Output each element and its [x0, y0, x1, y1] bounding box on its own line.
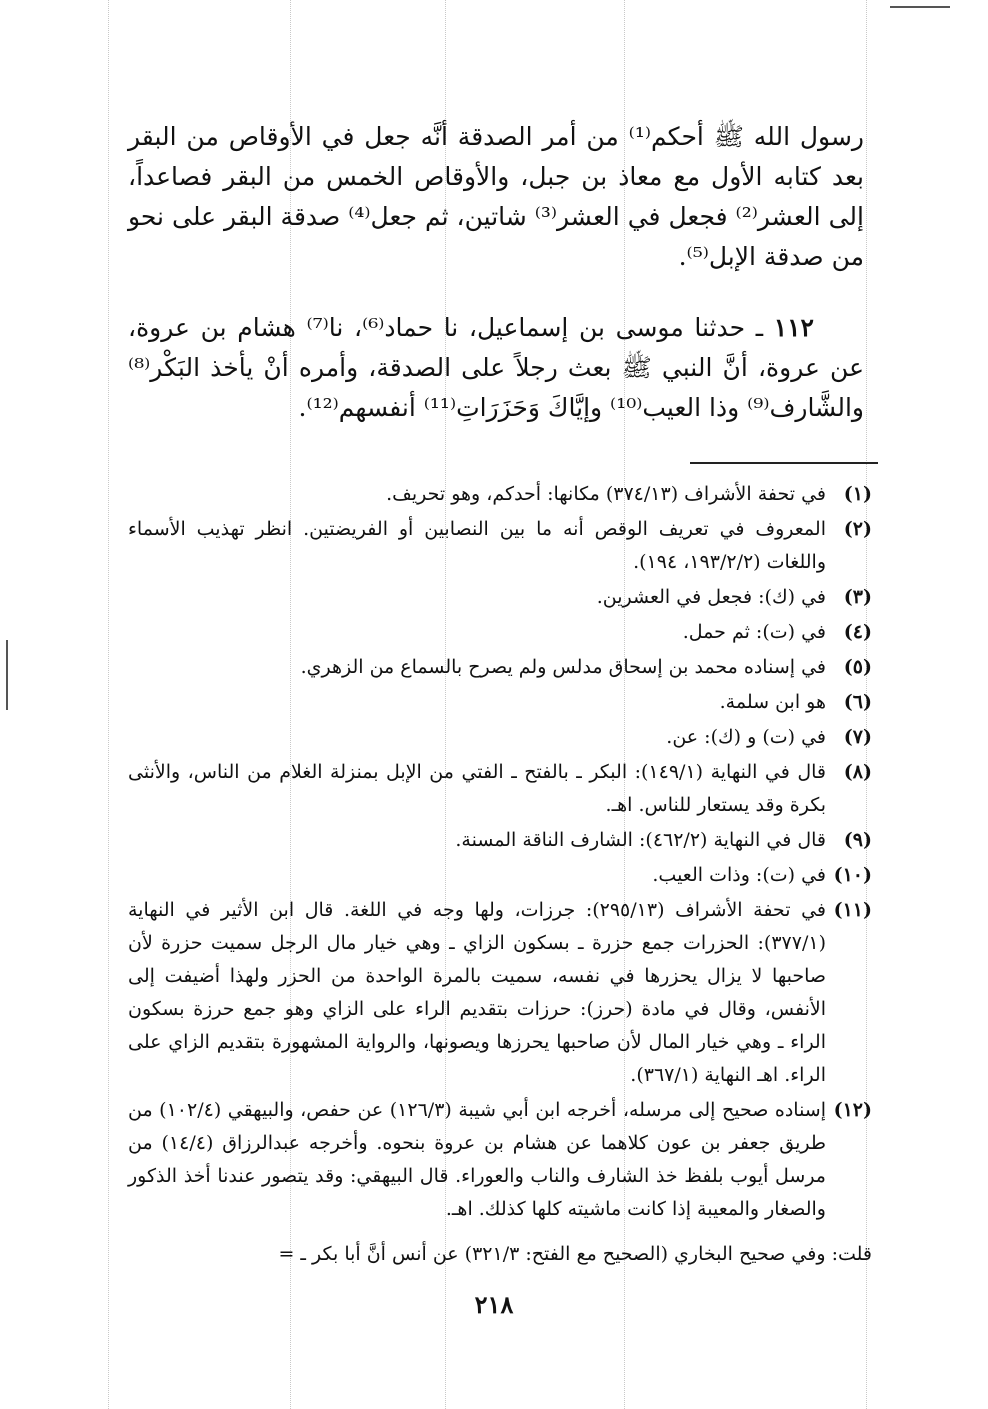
footnote-number: (١٠): [833, 864, 872, 886]
footnote-item: [128, 1094, 872, 1226]
footnote-number: (١٢): [833, 1099, 872, 1121]
footnote-number: (٥): [843, 656, 872, 678]
footnote-item: [128, 651, 872, 684]
footnote-text: في إسناده محمد بن إسحاق مدلس ولم يصرح بالسماع من الزهري.: [300, 656, 826, 678]
footnote-number: (٣): [843, 586, 872, 608]
footnote-number: (٢): [843, 518, 872, 540]
footnote-text: قال في النهاية (١٤٩/١): البكر ـ بالفتح ـ الفتي من الإبل بمنزلة الغلام من الناس، والأنثى بكرة وقد يستعار للناس. اهـ.: [128, 761, 826, 816]
footnote-text: في (ك): فجعل في العشرين.: [596, 586, 826, 608]
footnote-number: (٩): [843, 829, 872, 851]
footnote-item: [128, 616, 872, 649]
footnote-item: [128, 894, 872, 1092]
footnote-item: [128, 859, 872, 892]
footnote-number: (٨): [843, 761, 872, 783]
footnote-text: في (ت): وذات العيب.: [652, 864, 826, 886]
footnote-number: (٦): [843, 691, 872, 713]
footnote-text: في تحفة الأشراف (٢٩٥/١٣): جرزات، ولها وجه في اللغة. قال ابن الأثير في النهاية (٣٧٧/١): الحزرات جمع حزرة ـ بسكون الزاي ـ وهي خيار مال الرجل سميت حزرة لأن صاحبها لا يزال يحزرها في نفسه، سميت بالمرة الواحدة من الحزر ولهذا أضيفت إلى الأنفس، وقال في مادة (حرز): حرزات بتقديم الراء على الزاي وهو جمع حرزة بسكون الراء ـ وهي خيار المال لأن صاحبها يحرزها ويصونها، والرواية المشهورة بتقديم الزاي على الراء. اهـ النهاية (٣٦٧/١).: [128, 899, 826, 1086]
footnote-number: (١١): [833, 899, 872, 921]
scan-edge-mark: [6, 640, 8, 710]
scan-edge-mark: [890, 6, 950, 8]
footnote-item: [128, 513, 872, 579]
footnote-item: [128, 721, 872, 754]
footnote-item: [128, 686, 872, 719]
footnote-item: [128, 478, 872, 511]
footnote-text: في (ت) و (ك): عن.: [666, 726, 826, 748]
footnote-number: (١): [843, 483, 872, 505]
footnote-text: قال في النهاية (٤٦٢/٢): الشارف الناقة المسنة.: [455, 829, 826, 851]
paragraph-text: رسول الله ﷺ أحكم⁽¹⁾ من أمر الصدقة أنَّه جعل في الأوقاص من البقر بعد كتابه الأول مع معاذ بن جبل، والأوقاص الخمس من البقر فصاعداً، إلى العشر⁽²⁾ فجعل في العشر⁽³⁾ شاتين، ثم جعل⁽⁴⁾ صدقة البقر على نحو من صدقة الإبل⁽⁵⁾.: [128, 122, 864, 271]
paragraph-text: ـ حدثنا موسى بن إسماعيل، نا حماد⁽⁶⁾، نا⁽⁷⁾ هشام بن عروة، عن عروة، أنَّ النبي ﷺ بعث رجلاً على الصدقة، وأمره أنْ يأخذ البَكْر⁽⁸⁾ والشَّارف⁽⁹⁾ وذا العيب⁽¹⁰⁾ وإيَّاكَ وَحَزَرَاتِ⁽¹¹⁾ أنفسهم⁽¹²⁾.: [128, 313, 864, 422]
hadith-number: ١١٢: [773, 313, 814, 342]
footnote-number: (٤): [843, 621, 872, 643]
footnote-item: [128, 824, 872, 857]
footnote-number: (٧): [843, 726, 872, 748]
footnote-item: [128, 581, 872, 614]
footnote-text: في تحفة الأشراف (٣٧٤/١٣) مكانها: أحدكم، وهو تحريف.: [386, 483, 826, 505]
footnote-text: هو ابن سلمة.: [719, 691, 826, 713]
footnote-item: [128, 756, 872, 822]
main-paragraph-2: [128, 308, 864, 428]
hadith-paragraph: [128, 308, 864, 428]
page-number: ٢١٨: [474, 1290, 514, 1319]
footnotes-list: [128, 478, 872, 1228]
footnote-separator: [690, 462, 878, 464]
scan-artifact-line: [108, 0, 109, 1409]
footnote-continuation: قلت: وفي صحيح البخاري (الصحيح مع الفتح: ٣٢١/٣) عن أنس أنَّ أبا بكر ـ =: [278, 1243, 872, 1265]
footnote-text: في (ت): ثم حمل.: [682, 621, 826, 643]
footnote-text: المعروف في تعريف الوقص أنه ما بين النصابين أو الفريضتين. انظر تهذيب الأسماء واللغات (١٩٣/٢/٢، ١٩٤).: [128, 518, 826, 573]
footnote-text: إسناده صحيح إلى مرسله، أخرجه ابن أبي شيبة (١٢٦/٣) عن حفص، والبيهقي (١٠٢/٤) من طريق جعفر بن عون كلاهما عن هشام بن عروة بنحوه. وأخرجه عبدالرزاق (١٤/٤) من مرسل أيوب بلفظ خذ الشارف والناب والعوراء. قال البيهقي: وقد يتصور عندنا أخذ الذكور والصغار والمعيبة إذا كانت ماشيته كلها كذلك. اهـ.: [128, 1099, 826, 1220]
main-paragraph-1: [128, 117, 864, 277]
